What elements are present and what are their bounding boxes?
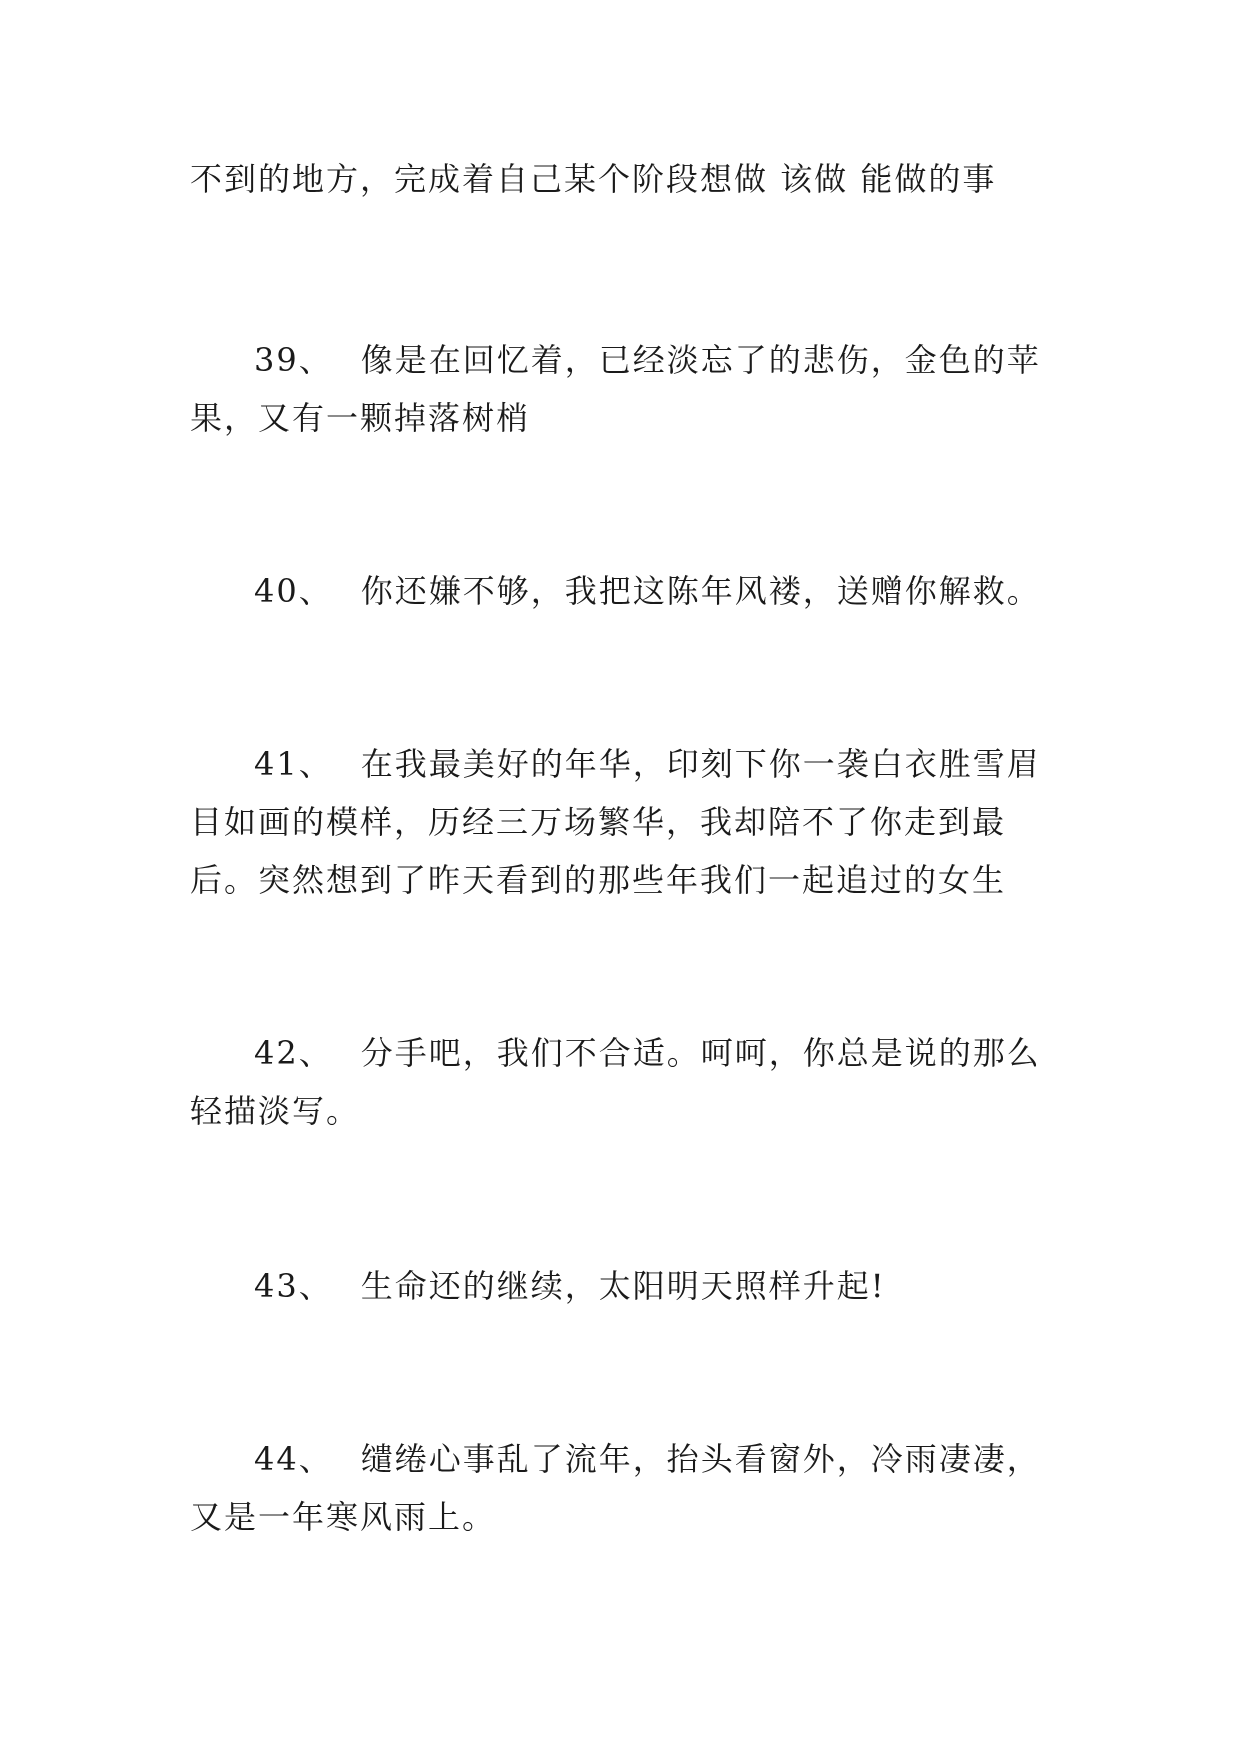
paragraph-text: 你还嫌不够，我把这陈年风褛，送赠你解救。 xyxy=(360,572,1041,610)
paragraph-number: 42、 xyxy=(254,1034,333,1072)
paragraph-number: 40、 xyxy=(254,572,333,610)
paragraph-text: 生命还的继续，太阳明天照样升起! xyxy=(360,1267,886,1305)
paragraph-44 xyxy=(190,1430,1060,1546)
paragraph-39 xyxy=(190,331,1060,447)
paragraph-number: 39、 xyxy=(254,341,333,379)
paragraph-38-continuation xyxy=(190,150,1060,208)
paragraph-number: 44、 xyxy=(254,1440,333,1478)
paragraph-text: 像是在回忆着，已经淡忘了的悲伤，金色的苹果，又有一颗掉落树梢 xyxy=(190,341,1041,437)
paragraph-text: 不到的地方，完成着自己某个阶段想做 该做 能做的事 xyxy=(190,160,997,198)
paragraph-number: 41、 xyxy=(254,745,333,783)
paragraph-41 xyxy=(190,735,1060,909)
paragraph-43 xyxy=(190,1257,1060,1315)
paragraph-text: 在我最美好的年华，印刻下你一袭白衣胜雪眉目如画的模样，历经三万场繁华，我却陪不了你走到最后。突然想到了昨天看到的那些年我们一起追过的女生 xyxy=(190,745,1041,899)
paragraph-text: 分手吧，我们不合适。呵呵，你总是说的那么轻描淡写。 xyxy=(190,1034,1041,1130)
paragraph-number: 43、 xyxy=(254,1267,333,1305)
paragraph-40 xyxy=(190,562,1060,620)
paragraph-42 xyxy=(190,1024,1060,1140)
paragraph-text: 缱绻心事乱了流年，抬头看窗外，冷雨凄凄，又是一年寒风雨上。 xyxy=(190,1440,1041,1536)
